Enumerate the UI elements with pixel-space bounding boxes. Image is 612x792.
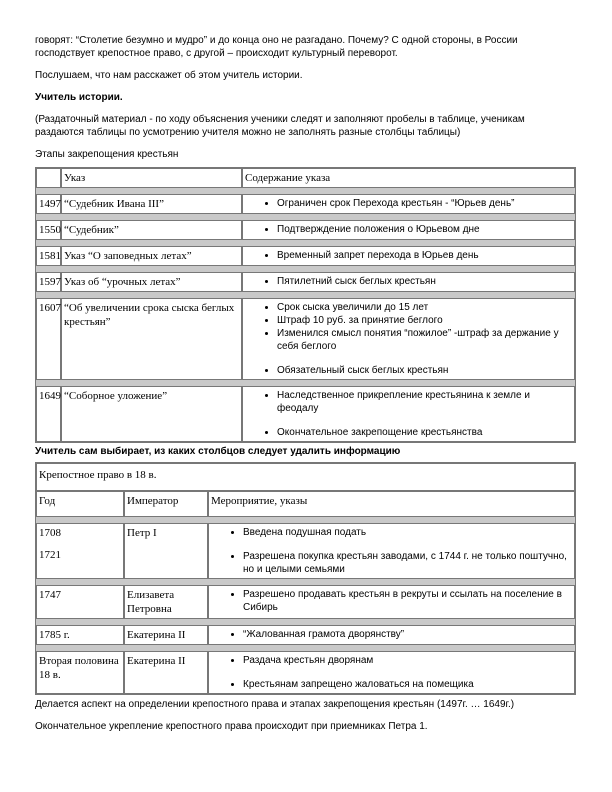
content-cell bbox=[242, 220, 575, 240]
emperor-cell: Екатерина II bbox=[124, 651, 208, 694]
list-item: • Раздача крестьян дворянам bbox=[243, 654, 572, 667]
table-header-cell: Содержание указа bbox=[242, 168, 575, 188]
list-item: • Наследственное прикрепление крестьянина к земле и феодалу bbox=[277, 389, 572, 415]
table-header-cell: Год bbox=[36, 491, 124, 517]
year-cell: 1581 bbox=[36, 246, 61, 266]
emperor-cell: Петр I bbox=[124, 523, 208, 579]
list-item: • Введена подушная подать bbox=[243, 526, 572, 539]
decree-cell: “Судебник Ивана III” bbox=[61, 194, 242, 214]
measures-cell bbox=[208, 585, 575, 619]
year-cell bbox=[36, 523, 124, 579]
decree-cell: “Об увеличении срока сыска беглых крестьян” bbox=[61, 298, 242, 380]
list-item: • Пятилетний сыск беглых крестьян bbox=[277, 275, 572, 288]
table-row bbox=[36, 272, 575, 292]
table-title-row bbox=[36, 463, 575, 491]
teacher-note: Учитель сам выбирает, из каких столбцов следует удалить информацию bbox=[35, 446, 401, 457]
intro-line-2: господствует крепостное право, с другой – происходит культурный переворот. bbox=[35, 48, 398, 59]
decree-cell: “Соборное уложение” bbox=[61, 386, 242, 442]
list-item: • Разрешена покупка крестьян заводами, с 1744 г. не только поштучно, но и целыми семьями bbox=[243, 550, 572, 576]
year-cell: 1607 bbox=[36, 298, 61, 380]
final-paragraph: Окончательное укрепление крепостного права происходит при приемниках Петра 1. bbox=[35, 721, 428, 732]
list-item: • Ограничен срок Перехода крестьян - “Юрьев день” bbox=[277, 197, 572, 210]
teacher-story-heading: Учитель истории. bbox=[35, 92, 123, 103]
year-cell: Вторая половина 18 в. bbox=[36, 651, 124, 694]
stages-title: Этапы закрепощения крестьян bbox=[35, 149, 179, 160]
table-row bbox=[36, 625, 575, 645]
intro-line-1: говорят: “Столетие безумно и мудро” и до конца оно не разгадано. Почему? С одной стороны, в России bbox=[35, 35, 518, 46]
decree-cell: “Судебник” bbox=[61, 220, 242, 240]
table-row bbox=[36, 651, 575, 694]
decree-cell: Указ об “урочных летах” bbox=[61, 272, 242, 292]
document-page bbox=[35, 34, 576, 733]
list-item: • Изменился смысл понятия “пожилое” -штраф за держание у себя беглого bbox=[277, 327, 572, 353]
table-row bbox=[36, 585, 575, 619]
measures-cell bbox=[208, 523, 575, 579]
list-item: • Подтверждение положения о Юрьевом дне bbox=[277, 223, 572, 236]
year-cell: 1497 bbox=[36, 194, 61, 214]
measures-cell bbox=[208, 625, 575, 645]
content-cell bbox=[242, 298, 575, 380]
year-value: 1708 bbox=[39, 527, 61, 539]
table-row bbox=[36, 523, 575, 579]
table-row bbox=[36, 220, 575, 240]
table-title: Крепостное право в 18 в. bbox=[36, 463, 575, 491]
table-header-row bbox=[36, 491, 575, 517]
year-cell: 1597 bbox=[36, 272, 61, 292]
list-item: • Штраф 10 руб. за принятие беглого bbox=[277, 314, 572, 327]
table-row bbox=[36, 246, 575, 266]
year-cell: 1649 bbox=[36, 386, 61, 442]
table-row bbox=[36, 194, 575, 214]
list-item: • Срок сыска увеличили до 15 лет bbox=[277, 301, 572, 314]
handout-paragraph: (Раздаточный материал - по ходу объяснения ученики следят и заполняют пробелы в таблице, ученикам раздаются таблицы по усмотрению учителя можно не заполнять разные столбцы таблицы) bbox=[35, 114, 525, 138]
serfdom-18th-century-table bbox=[35, 462, 576, 695]
table-header-row bbox=[36, 168, 575, 188]
serfdom-stages-table bbox=[35, 167, 576, 443]
table-row bbox=[36, 298, 575, 380]
aspect-paragraph: Делается аспект на определении крепостного права и этапах закрепощения крестьян (1497г. … 1649г.) bbox=[35, 699, 515, 710]
list-item: • Обязательный сыск беглых крестьян bbox=[277, 364, 572, 377]
year-cell: 1747 bbox=[36, 585, 124, 619]
table-header-cell: Мероприятие, указы bbox=[208, 491, 575, 517]
year-cell: 1785 г. bbox=[36, 625, 124, 645]
list-item: • Окончательное закрепощение крестьянства bbox=[277, 426, 572, 439]
list-item: • “Жалованная грамота дворянству” bbox=[243, 628, 572, 641]
content-cell bbox=[242, 386, 575, 442]
emperor-cell: Елизавета Петровна bbox=[124, 585, 208, 619]
decree-cell: Указ “О заповедных летах” bbox=[61, 246, 242, 266]
list-item: • Временный запрет перехода в Юрьев день bbox=[277, 249, 572, 262]
year-cell: 1550 bbox=[36, 220, 61, 240]
table-header-cell: Указ bbox=[61, 168, 242, 188]
year-value: 1721 bbox=[39, 549, 61, 561]
table-row bbox=[36, 386, 575, 442]
table-header-cell bbox=[36, 168, 61, 188]
list-item: • Разрешено продавать крестьян в рекруты и ссылать на поселение в Сибирь bbox=[243, 588, 572, 614]
listen-paragraph: Послушаем, что нам расскажет об этом учитель истории. bbox=[35, 70, 303, 81]
content-cell bbox=[242, 272, 575, 292]
list-item: • Крестьянам запрещено жаловаться на помещика bbox=[243, 678, 572, 691]
measures-cell bbox=[208, 651, 575, 694]
content-cell bbox=[242, 194, 575, 214]
table-header-cell: Император bbox=[124, 491, 208, 517]
content-cell bbox=[242, 246, 575, 266]
emperor-cell: Екатерина II bbox=[124, 625, 208, 645]
